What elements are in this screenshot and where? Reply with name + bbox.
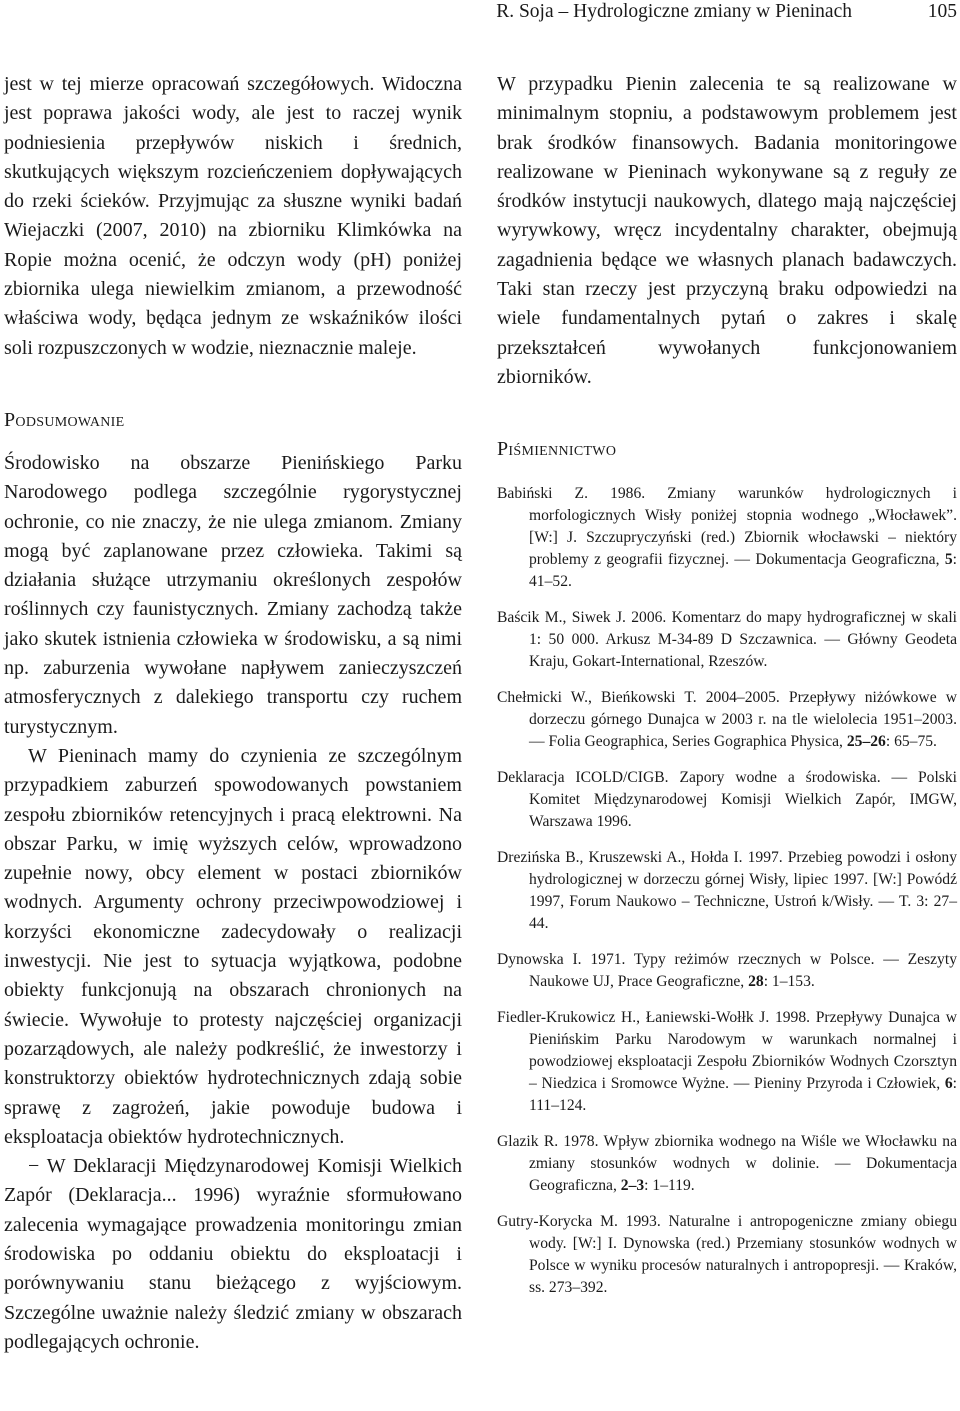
page-number: 105 [927,1,957,22]
reference-text: Baścik M., Siwek J. 2006. Komentarz do mapy hydrograficznej w skali 1: 50 000. Arkusz M-34-89 D Szczawnica. — Główny Geodeta Kraju, Gokart-International, Rzeszów. [497,609,957,671]
reference-item [497,483,957,593]
reference-text: Gutry-Korycka M. 1993. Naturalne i antropogeniczne zmiany obiegu wody. [W:] I. Dynowska (red.) Przemiany stosunków wodnych w Polsce w wyniku procesów naturalnych i antropopresji. — Kraków, ss. 273–392. [497,1213,957,1297]
body-paragraph: Środowisko na obszarze Pienińskiego Parku Narodowego podlega szczególnie rygorystycznej ochronie, co nie znaczy, że nie ulega zmianom. Zmiany mogą być zaplanowane przez człowieka. Takimi są działania służące utrzymaniu określonych zespołów roślinnych czy faunistycznych. Zmiany zachodzą także jako skutek istnienia człowieka w środowisku, a są nimi np. zaburzenia wywołane napływem zanieczyszczeń atmosferycznych z dalekiego transportu czy ruchem turystycznym. [4,451,462,738]
reference-text: Dynowska I. 1971. Typy reżimów rzecznych w Polsce. — Zeszyty Naukowe UJ, Prace Geograficzne, [497,951,957,991]
reference-item [497,1131,957,1197]
reference-item [497,767,957,833]
reference-volume: 28 [748,973,764,991]
running-title: R. Soja – Hydrologiczne zmiany w Pieninach [496,1,852,22]
reference-item [497,1211,957,1299]
reference-item [497,949,957,993]
body-paragraph: − W Deklaracji Międzynarodowej Komisji Wielkich Zapór (Deklaracja... 1996) wyraźnie sformułowano zalecenia wymagające prowadzenia monitoringu zmian środowiska po oddaniu obiektu do eksploatacji i porównywaniu stanu bieżącego z wyjściowym. Szczególne uważnie należy śledzić zmiany w obszarach podlegających ochronie. [4,1155,462,1353]
reference-text: Glazik R. 1978. Wpływ zbiornika wodnego na Wiśle we Włocławku na zmiany stosunków wodnych w dolinie. — Dokumentacja Geograficzna, [497,1133,957,1195]
reference-text: Deklaracja ICOLD/CIGB. Zapory wodne a środowiska. — Polski Komitet Międzynarodowej Komisji Wielkich Zapór, IMGW, Warszawa 1996. [497,769,957,831]
reference-text: Drezińska B., Kruszewski A., Hołda I. 1997. Przebieg powodzi i osłony hydrologicznej w dorzeczu górnej Wisły, lipiec 1997. [W:] Powódź 1997, Forum Naukowo – Techniczne, Ustroń k/Wisły. — T. 3: 27–44. [497,849,957,933]
reference-volume: 6 [944,1075,953,1093]
reference-pages: : 65–75. [885,733,937,751]
reference-text: Fiedler-Krukowicz H., Łaniewski-Wołłk J. 1998. Przepływy Dunajca w Pienińskim Parku Narodowym w warunkach normalnej i powodziowej eksploatacji Zespołu Zbiorników Wodnych Czorsztyn – Niedzica i Sromowce Wyżne. — Pieniny Przyroda i Człowiek, [497,1009,957,1093]
reference-pages: : 111–124. [529,1075,957,1115]
body-paragraph: W przypadku Pienin zalecenia te są realizowane w minimalnym stopniu, a podstawowym problemem jest brak środków finansowych. Badania monitoringowe realizowane w Pieninach wykonywane są z reguły ze środków instytucji naukowych, dlatego mają najczęściej wyrywkowy, wręcz incydentalny charakter, obejmują zagadnienia będące we własnych planach badawczych. Taki stan rzeczy jest przyczyną braku odpowiedzi na wiele fundamentalnych pytań o zakres i skalę przekształceń wywołanych funkcjonowaniem zbiorników. [497,73,957,388]
reference-pages: : 1–119. [644,1177,695,1195]
reference-text: Babiński Z. 1986. Zmiany warunków hydrologicznych i morfologicznych Wisły poniżej stopnia wodnego „Włocławek”. [W:] J. Szczupryczyński (red.) Zbiornik włocławski – niektóry problemy z geografii fizycznej. — Dokumentacja Geograficzna, [497,485,957,569]
reference-item [497,607,957,673]
reference-list [497,483,957,1299]
reference-volume: 2–3 [620,1177,645,1195]
reference-pages: : 1–153. [763,973,815,991]
running-header [0,0,960,32]
reference-item [497,847,957,935]
right-column [497,70,957,1299]
reference-text: Chełmicki W., Bieńkowski T. 2004–2005. Przepływy niżówkowe w dorzeczu górnego Dunajca w 2003 r. na tle wielolecia 1951–2003. — Folia Geographica, Series Gographica Physica, [497,689,957,751]
body-paragraph: jest w tej mierze opracowań szczegółowych. Widoczna jest poprawa jakości wody, ale jest to raczej wynik podniesienia przepływów niskich i średnich, skutkujących większym rozcieńczeniem dopływających do rzeki ścieków. Przyjmując za słuszne wyniki badań Wiejaczki (2007, 2010) na zbiorniku Klimkówka na Ropie można ocenić, że odczyn wody (pH) poniżej zbiornika ulega niewielkim zmianom, a przewodność właściwa wody, będąca jednym ze wskaźników ilości soli rozpuszczonych w wodzie, nieznacznie maleje. [4,73,462,359]
reference-volume: 5 [944,551,953,569]
reference-volume: 25–26 [846,733,886,751]
left-column [4,70,462,1357]
reference-pages: : 41–52. [529,551,957,591]
section-heading-summary: Podsumowanie [4,408,125,431]
reference-item [497,687,957,753]
section-heading-references: Piśmiennictwo [497,438,617,461]
body-paragraph: W Pieninach mamy do czynienia ze szczególnym przypadkiem zaburzeń spowodowanych powstaniem zespołu zbiorników retencyjnych i pracą elektrowni. Na obszar Parku, w imię wyższych celów, wprowadzono zupełnie nowy, obcy element w postaci zbiorników wodnych. Argumenty ochrony przeciwpowodziowej i korzyści ekonomiczne zadecydowały o realizacji inwestycji. Nie jest to sytuacja wyjątkowa, podobne obiekty funkcjonują na obszarach chronionych na świecie. Wywołuje to protesty najczęściej organizacji pozarządowych, ale należy podkreślić, że inwestorzy i konstruktorzy obiektów hydrotechnicznych zdają sobie sprawę z zagrożeń, jakie powoduje budowa i eksploatacja obiektów hydrotechnicznych. [4,744,462,1148]
reference-item [497,1007,957,1117]
